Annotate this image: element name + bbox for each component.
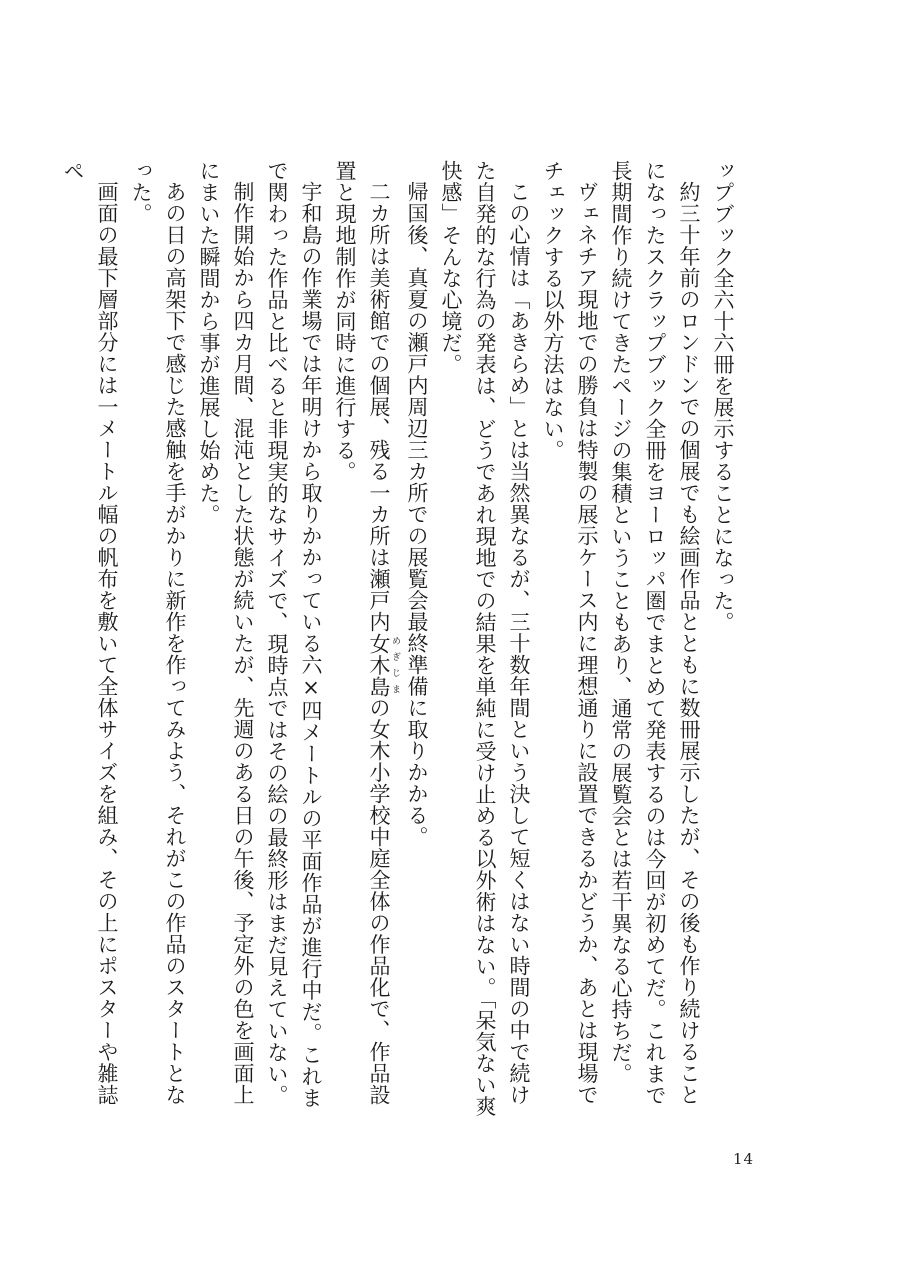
paragraph-7: 宇和島の作業場では年明けから取りかかっている六×四メートルの平面作品が進行中だ。これまで関わった作品と比べると非現実的なサイズで、現時点ではその絵の最終形はまだ見えていない。 — [265, 160, 323, 1109]
paragraph-1: ップブック全六十六冊を展示することになった。 — [711, 160, 735, 633]
paragraph-6 — [328, 160, 400, 1120]
paragraph-8: 制作開始から四カ月間、混沌とした状態が続いたが、先週のある日の午後、予定外の色を画面上にまいた瞬間から事が進展し始めた。 — [197, 160, 255, 1106]
paragraph-6-after: の女木小学校中庭全体の作品化で、作品設置と現地制作が同時に進行する。 — [333, 160, 391, 1106]
paragraph-5: 帰国後、真夏の瀬戸内周辺三カ所での展覧会最終準備に取りかかる。 — [405, 181, 429, 848]
paragraph-3: ヴェネチア現地での勝負は特製の展示ケース内に理想通りに設置できるかどうか、あとは現場でチェックする以外方法はない。 — [541, 160, 599, 1106]
ruby-reading: めぎじま — [390, 632, 400, 697]
ruby-base: 女木島 — [367, 632, 391, 697]
paragraph-10: 画面の最下層部分には一メートル幅の帆布を敷いて全体サイズを組み、その上にポスターや雑誌ペ — [61, 160, 119, 1106]
paragraph-9: あの日の高架下で感じた感触を手がかりに新作を作ってみよう、それがこの作品のスタートとなった。 — [129, 160, 187, 1106]
paragraph-2: 約三十年前のロンドンでの個展でも絵画作品とともに数冊展示したが、その後も作り続けることになったスクラップブック全冊をヨーロッパ圏でまとめて発表するのは今回が初めてだ。これまで長期間作り続けてきたページの集積ということもあり、通常の展覧会とは若干異なる心持ちだ。 — [609, 160, 701, 1106]
vertical-text-body — [61, 160, 740, 1120]
paragraph-6-before: 二カ所は美術館での個展、残る一カ所は瀬戸内 — [367, 181, 391, 633]
paragraph-4: この心情は「あきらめ」とは当然異なるが、三十数年間という決して短くはない時間の中で続けた自発的な行為の発表は、どうであれ現地での結果を単純に受け止める以外術はない。「呆気ない爽快感」そんな心境だ。 — [439, 160, 531, 1117]
page-number: 14 — [733, 1150, 755, 1168]
ruby-megijima — [367, 632, 400, 698]
